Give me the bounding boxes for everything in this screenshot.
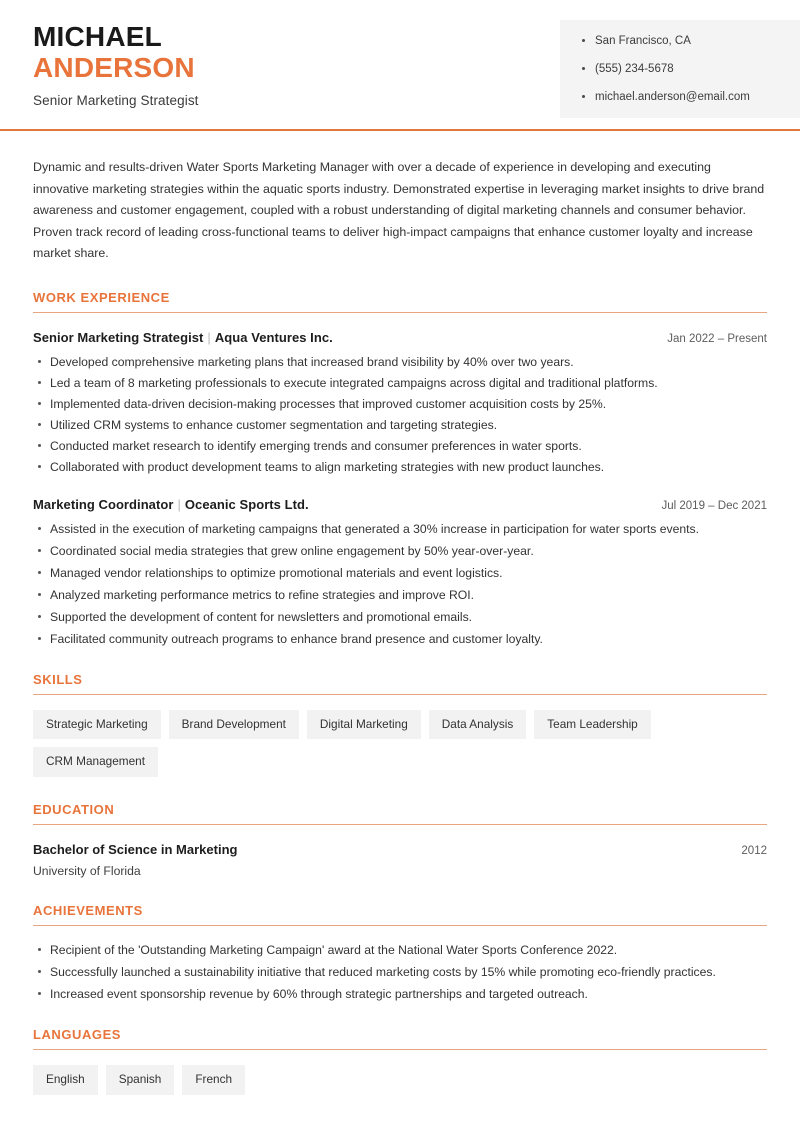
- skills-chip-list: [33, 710, 767, 778]
- section-divider: [33, 824, 767, 825]
- bullet-marker-icon: [38, 992, 41, 995]
- languages-chip-list: [33, 1065, 767, 1095]
- section-education: [33, 802, 767, 878]
- bullet-text: Coordinated social media strategies that grew online engagement by 50% year-over-year.: [50, 543, 534, 558]
- contact-phone-text: (555) 234-5678: [595, 63, 674, 75]
- education-entry: [33, 842, 767, 878]
- education-degree: Bachelor of Science in Marketing: [33, 842, 238, 858]
- bullet-item: [33, 565, 767, 581]
- experience-entry-header: [33, 497, 767, 512]
- language-chip: English: [33, 1065, 98, 1095]
- bullet-text: Successfully launched a sustainability initiative that reduced marketing costs by 15% while promoting eco-friendly practices.: [50, 965, 716, 980]
- bullet-text: Led a team of 8 marketing professionals to execute integrated campaigns across digital and traditional platforms.: [50, 375, 658, 390]
- bullet-marker-icon: [38, 549, 41, 552]
- bullet-marker-icon: [38, 615, 41, 618]
- experience-entry: [33, 497, 767, 647]
- resume-header: [0, 0, 800, 131]
- skill-chip: CRM Management: [33, 747, 158, 777]
- bullet-marker-icon: [38, 970, 41, 973]
- section-title-skills: SKILLS: [33, 671, 83, 687]
- bullet-marker-icon: [38, 465, 41, 468]
- education-entry-header: [33, 842, 767, 857]
- language-chip: French: [182, 1065, 245, 1095]
- bullet-item: [33, 543, 767, 559]
- title-separator: |: [207, 329, 211, 345]
- bullet-text: Collaborated with product development teams to align marketing strategies with new product launches.: [50, 459, 605, 474]
- section-languages: [33, 1027, 767, 1095]
- education-school: University of Florida: [33, 864, 141, 879]
- education-year: 2012: [741, 845, 767, 858]
- section-divider: [33, 312, 767, 313]
- section-divider: [33, 925, 767, 926]
- experience-role: Senior Marketing Strategist: [33, 329, 204, 345]
- bullet-item: [33, 417, 767, 433]
- skill-chip: Strategic Marketing: [33, 710, 161, 740]
- section-title-work-experience: WORK EXPERIENCE: [33, 289, 170, 305]
- bullet-item: [33, 521, 767, 537]
- last-name: ANDERSON: [33, 52, 195, 83]
- bullet-item: [33, 438, 767, 454]
- bullet-text: Increased event sponsorship revenue by 60% through strategic partnerships and targeted outreach.: [50, 987, 588, 1002]
- section-title-achievements: ACHIEVEMENTS: [33, 903, 143, 919]
- section-divider: [33, 694, 767, 695]
- skill-chip: Digital Marketing: [307, 710, 421, 740]
- bullet-marker-icon: [38, 637, 41, 640]
- experience-date: Jan 2022 – Present: [667, 332, 767, 345]
- experience-title-line: [33, 330, 333, 345]
- resume-body: [0, 157, 800, 1095]
- bullet-item: [33, 375, 767, 391]
- bullet-marker-icon: [38, 444, 41, 447]
- bullet-text: Managed vendor relationships to optimize promotional materials and event logistics.: [50, 565, 503, 580]
- professional-title: Senior Marketing Strategist: [33, 93, 199, 108]
- skill-chip: Data Analysis: [429, 710, 526, 740]
- bullet-text: Recipient of the 'Outstanding Marketing Campaign' award at the National Water Sports Conference 2022.: [50, 943, 618, 958]
- skill-chip: Brand Development: [169, 710, 299, 740]
- experience-date: Jul 2019 – Dec 2021: [661, 499, 767, 512]
- bullet-item: [33, 396, 767, 412]
- bullet-text: Facilitated community outreach programs to enhance brand presence and customer loyalty.: [50, 631, 543, 646]
- bullet-item: [33, 354, 767, 370]
- bullet-item: [33, 631, 767, 647]
- title-separator: |: [177, 496, 181, 512]
- bullet-text: Developed comprehensive marketing plans that increased brand visibility by 40% over two years.: [50, 354, 574, 369]
- bullet-text: Conducted market research to identify emerging trends and consumer preferences in water sports.: [50, 438, 582, 453]
- experience-company: Aqua Ventures Inc.: [214, 329, 333, 345]
- language-chip: Spanish: [106, 1065, 175, 1095]
- bullet-item: [33, 964, 767, 980]
- bullet-item: [33, 587, 767, 603]
- experience-title-line: [33, 497, 309, 512]
- bullet-marker-icon: [38, 381, 41, 384]
- achievements-list: [33, 942, 767, 1002]
- experience-entry: [33, 330, 767, 475]
- bullet-marker-icon: [38, 360, 41, 363]
- bullet-marker-icon: [38, 527, 41, 530]
- bullet-text: Utilized CRM systems to enhance customer segmentation and targeting strategies.: [50, 417, 498, 432]
- professional-summary: Dynamic and results-driven Water Sports Marketing Manager with over a decade of experience in developing and executing innovative marketing strategies within the aquatic sports industry. Demonstrated expertise in leveraging market insights to drive brand awareness and customer engagement, coupled with a robust understanding of digital marketing channels and consumer behavior. Proven track record of leading cross-functional teams to deliver high-impact campaigns that enhance customer loyalty and increase market share.: [33, 160, 765, 260]
- bullet-text: Analyzed marketing performance metrics to refine strategies and improve ROI.: [50, 587, 475, 602]
- bullet-item: [33, 459, 767, 475]
- bullet-marker-icon: [38, 402, 41, 405]
- header-divider: [0, 129, 800, 131]
- contact-location-text: San Francisco, CA: [595, 35, 691, 47]
- first-name: MICHAEL: [33, 21, 162, 52]
- experience-bullets: [33, 354, 767, 475]
- bullet-text: Implemented data-driven decision-making processes that improved customer acquisition costs by 25%.: [50, 396, 607, 411]
- bullet-text: Assisted in the execution of marketing campaigns that generated a 30% increase in participation for water sports events.: [50, 521, 700, 536]
- bullet-marker-icon: [38, 423, 41, 426]
- section-achievements: [33, 903, 767, 1002]
- bullet-marker-icon: [38, 571, 41, 574]
- bullet-text: Supported the development of content for newsletters and promotional emails.: [50, 609, 473, 624]
- experience-bullets: [33, 521, 767, 647]
- experience-company: Oceanic Sports Ltd.: [184, 496, 309, 512]
- bullet-marker-icon: [38, 948, 41, 951]
- bullet-item: [33, 986, 767, 1002]
- identity-block: [33, 22, 800, 108]
- contact-email-text: michael.anderson@email.com: [595, 91, 750, 103]
- skill-chip: Team Leadership: [534, 710, 651, 740]
- section-title-education: EDUCATION: [33, 802, 115, 818]
- section-skills: [33, 672, 767, 778]
- section-divider: [33, 1049, 767, 1050]
- experience-entry-header: [33, 330, 767, 345]
- experience-role: Marketing Coordinator: [33, 496, 174, 512]
- bullet-item: [33, 942, 767, 958]
- section-title-languages: LANGUAGES: [33, 1027, 122, 1043]
- bullet-item: [33, 609, 767, 625]
- section-work-experience: [33, 290, 767, 647]
- bullet-marker-icon: [38, 593, 41, 596]
